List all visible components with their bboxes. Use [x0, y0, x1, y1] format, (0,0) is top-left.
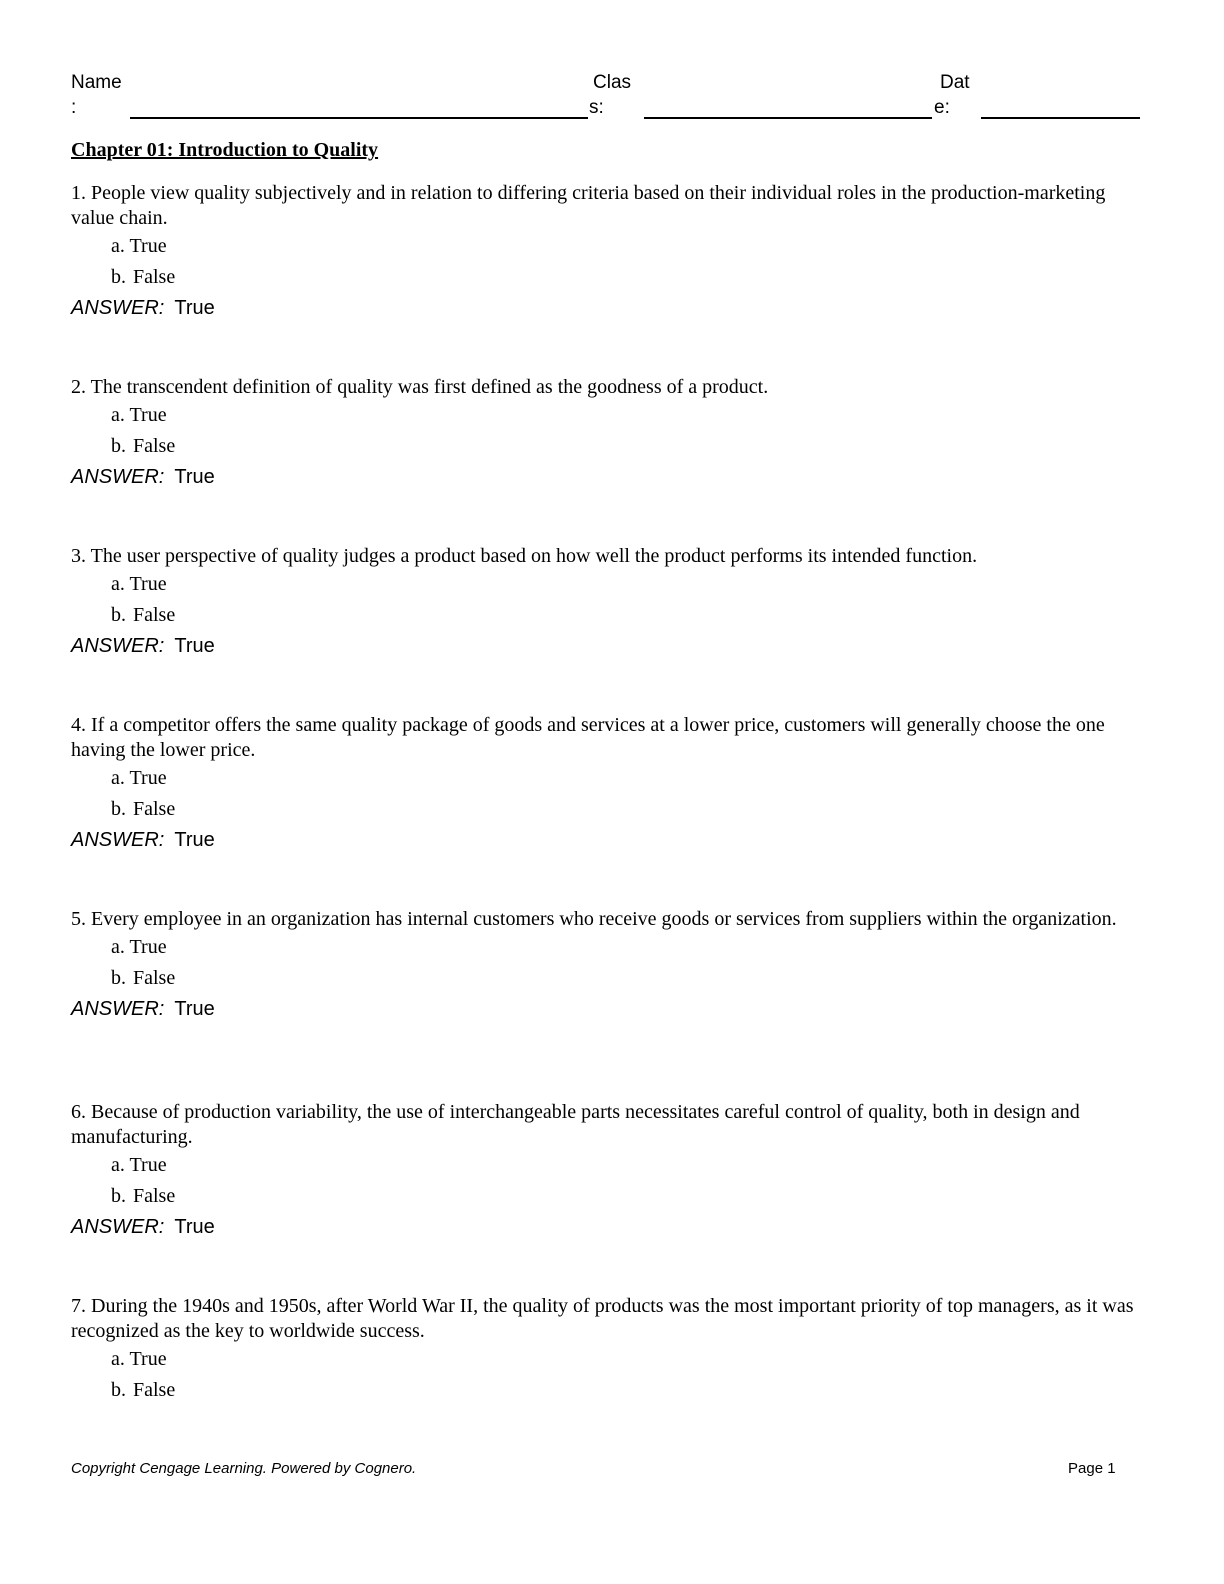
option-b-prefix: b. — [111, 1185, 126, 1207]
option-b-prefix: b. — [111, 435, 126, 457]
question-3 — [71, 544, 1146, 658]
option-a: a. True — [111, 767, 167, 789]
option-b-prefix: b. — [111, 798, 126, 820]
chapter-title: Chapter 01: Introduction to Quality — [71, 139, 379, 161]
copyright-footer: Copyright Cengage Learning. Powered by Cognero. — [71, 1460, 417, 1477]
question-text: 3. The user perspective of quality judges a product based on how well the product performs its intended function. — [71, 545, 978, 567]
question-text: 5. Every employee in an organization has internal customers who receive goods or services from suppliers within the organization. — [71, 908, 1117, 930]
answer-value: True — [174, 829, 215, 851]
answer-label: ANSWER: — [71, 635, 165, 657]
answer-label: ANSWER: — [71, 466, 165, 488]
option-b-prefix: b. — [111, 1379, 126, 1401]
answer-line — [71, 997, 1146, 1021]
option-b-label: False — [133, 604, 176, 626]
name-label: Name — [71, 72, 122, 93]
question-text: 2. The transcendent definition of quality was first defined as the goodness of a product. — [71, 376, 769, 398]
class-colon: s: — [589, 97, 604, 118]
option-b-label: False — [133, 1185, 176, 1207]
name-input-line[interactable] — [130, 117, 588, 119]
answer-value: True — [174, 1216, 215, 1238]
answer-value: True — [174, 297, 215, 319]
answer-line — [71, 634, 1146, 658]
answer-label: ANSWER: — [71, 1216, 165, 1238]
question-4 — [71, 713, 1146, 852]
question-1 — [71, 181, 1146, 320]
option-a: a. True — [111, 573, 167, 595]
option-b-label: False — [133, 798, 176, 820]
question-text: 1. People view quality subjectively and in relation to differing criteria based on their individual roles in the production-marketing value chain. — [71, 182, 1106, 229]
option-a: a. True — [111, 1154, 167, 1176]
question-text: 7. During the 1940s and 1950s, after World War II, the quality of products was the most important priority of top managers, as it was recognized as the key to worldwide success. — [71, 1295, 1134, 1342]
option-b-prefix: b. — [111, 604, 126, 626]
answer-line — [71, 828, 1146, 852]
answer-value: True — [174, 635, 215, 657]
page-number: Page 1 — [1068, 1460, 1116, 1477]
answer-line — [71, 1215, 1146, 1239]
option-a: a. True — [111, 936, 167, 958]
question-6 — [71, 1100, 1146, 1239]
class-input-line[interactable] — [644, 117, 932, 119]
question-5 — [71, 907, 1146, 1021]
option-a: a. True — [111, 404, 167, 426]
option-b-label: False — [133, 435, 176, 457]
option-b — [71, 966, 211, 991]
class-label: Clas — [593, 72, 632, 93]
option-b-label: False — [133, 967, 176, 989]
answer-label: ANSWER: — [71, 998, 165, 1020]
name-colon: : — [71, 97, 77, 118]
option-b-label: False — [133, 266, 176, 288]
question-2 — [71, 375, 1146, 489]
option-b — [71, 1378, 211, 1403]
option-b-label: False — [133, 1379, 176, 1401]
option-b — [71, 1184, 211, 1209]
answer-line — [71, 296, 1146, 320]
option-a: a. True — [111, 235, 167, 257]
option-b — [71, 434, 211, 459]
option-b — [71, 797, 211, 822]
answer-label: ANSWER: — [71, 297, 165, 319]
answer-value: True — [174, 466, 215, 488]
question-text: 4. If a competitor offers the same quality package of goods and services at a lower price, customers will generally choose the one having the lower price. — [71, 714, 1105, 761]
answer-label: ANSWER: — [71, 829, 165, 851]
option-b-prefix: b. — [111, 967, 126, 989]
option-a: a. True — [111, 1348, 167, 1370]
question-7 — [71, 1294, 1146, 1403]
answer-line — [71, 465, 1146, 489]
option-b — [71, 265, 211, 290]
date-input-line[interactable] — [981, 117, 1140, 119]
option-b — [71, 603, 211, 628]
date-label: Dat — [940, 72, 970, 93]
date-colon: e: — [934, 97, 950, 118]
answer-value: True — [174, 998, 215, 1020]
option-b-prefix: b. — [111, 266, 126, 288]
question-text: 6. Because of production variability, the use of interchangeable parts necessitates careful control of quality, both in design and manufacturing. — [71, 1101, 1080, 1148]
